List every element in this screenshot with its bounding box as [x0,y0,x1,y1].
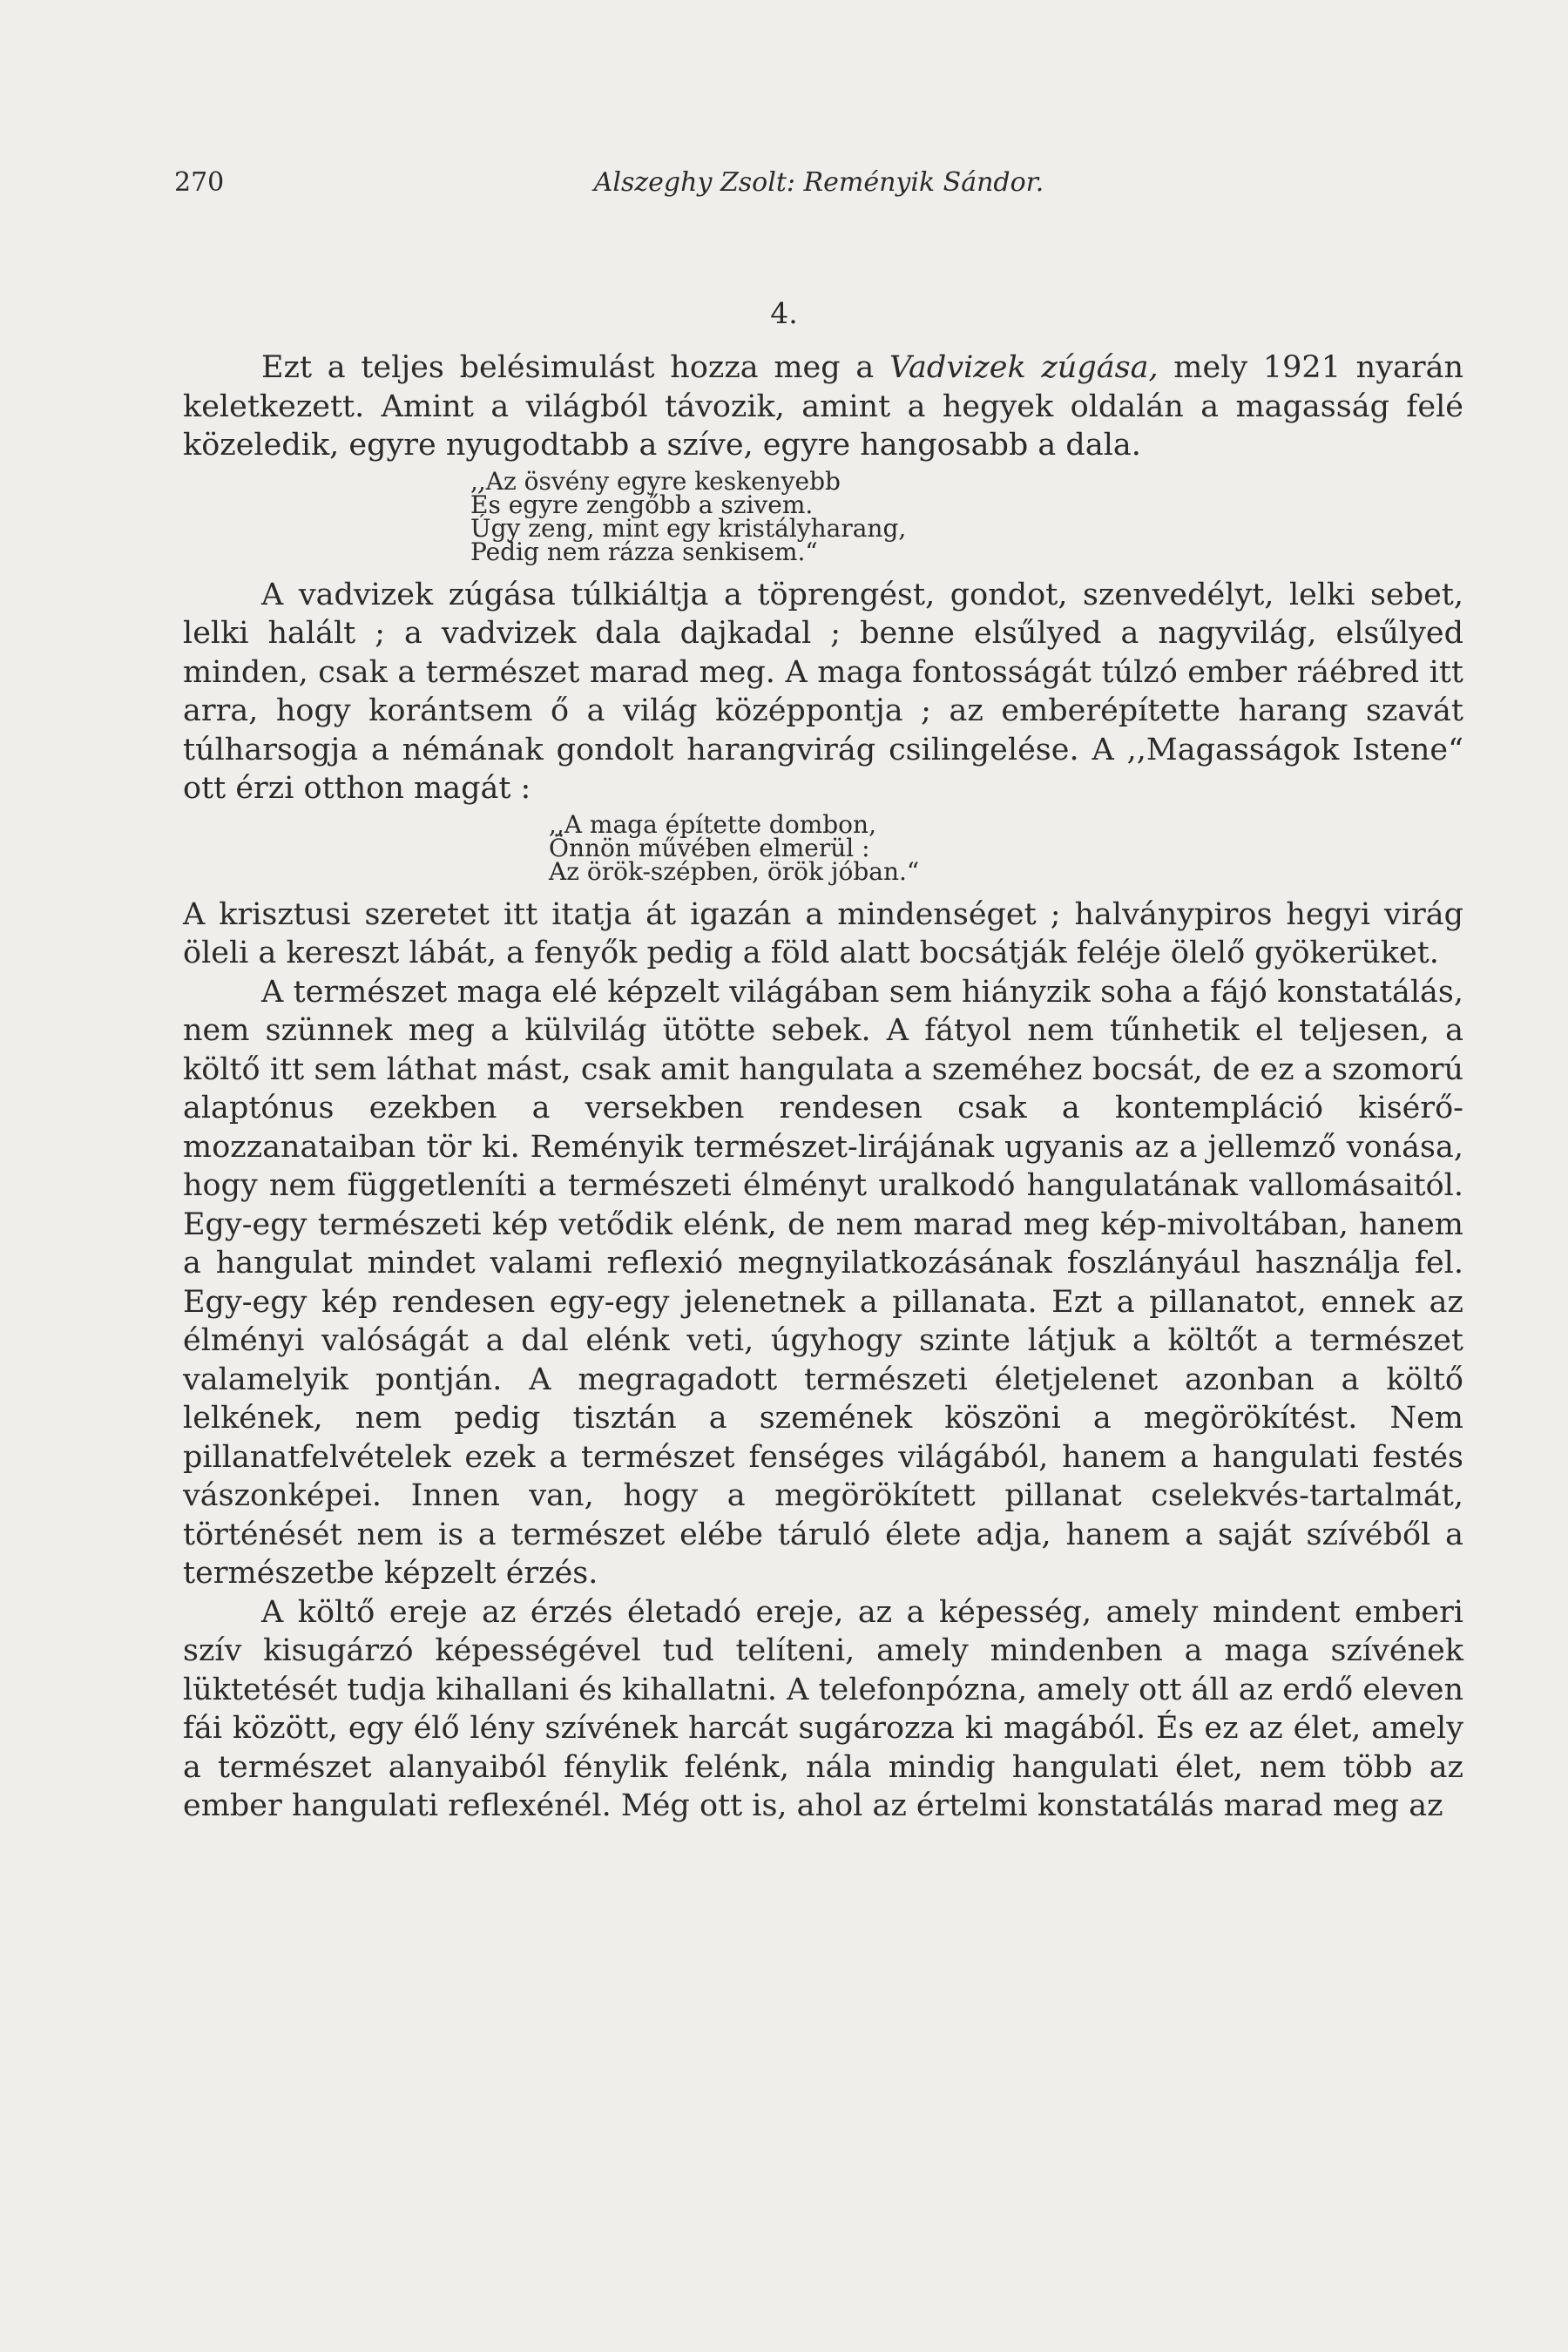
verse-line: Az örök-szépben, örök jóban.“ [549,856,920,886]
verse-quote-1 [183,466,1463,566]
verse-quote-2 [183,809,1463,886]
verse-line: Önnön művében elmerül : [549,833,870,862]
poem-title: Vadvizek zúgása, [889,350,1159,385]
section-number: 4. [770,296,798,330]
paragraph-1: Ezt a teljes belésimulást hozza meg a Vadvizek zúgása, mely 1921 nyarán keletkezett. Amint a világból távozik, amint a hegyek oldalán a magasság felé közeledik, egyre nyugodtabb a szíve, egyre hangosabb a dala. [183,350,1463,463]
paragraph-2: A vadvizek zúgása túlkiáltja a töprengést, gondot, szenvedélyt, lelki sebet, lelki halált ; a vadvizek dala dajkadal ; benne elsűlyed a nagyvilág, elsűlyed minden, csak a természet marad meg. A maga fontosságát túlzó ember ráébred itt arra, hogy korántsem ő a világ középpontja ; az emberépítette harang szavát túlharsogja a némának gondolt harangvirág csilingelése. A ,,Magasságok Istene“ ott érzi otthon magát : [183,577,1463,806]
verse-line: Úgy zeng, mint egy kristályharang, [470,513,907,543]
verse-line: ,,Az ösvény egyre keskenyebb [470,466,841,496]
paragraph-5: A költő ereje az érzés életadó ereje, az a képesség, amely mindent emberi szív kisugárzó képességével tud telíteni, amely mindenben a maga szívének lüktetését tudja kihallani és kihallatni. A telefonpózna, amely ott áll az erdő eleven fái között, egy élő lény szívének harcát sugározza ki magából. És ez az élet, amely a természet alanyaiból fénylik felénk, nála mindig hangulati élet, nem több az ember hangulati reflexénél. Még ott is, ahol az értelmi konstatálás marad meg az [183,1594,1463,1823]
paragraph-4: A természet maga elé képzelt világában sem hiányzik soha a fájó konstatálás, nem szünnek meg a külvilág ütötte sebek. A fátyol nem tűnhetik el teljesen, a költő itt sem láthat mást, csak amit hangulata a szeméhez bocsát, de ez a szomorú alaptónus ezekben a versekben rendesen csak a kontempláció kisérő-mozzanataiban tör ki. Reményik természet-lirájának ugyanis az a jellemző vonása, hogy nem függetleníti a természeti élményt uralkodó hangulatának vallomásaitól. Egy-egy természeti kép vetődik elénk, de nem marad meg kép-mivoltában, hanem a hangulat mindet valami reflexió megnyilatkozásának foszlányául használja fel. Egy-egy kép rendesen egy-egy jelenetnek a pillanata. Ezt a pillanatot, ennek az élményi valóságát a dal elénk veti, úgyhogy szinte látjuk a költőt a természet valamelyik pontján. A megragadott természeti életjelenet azonban a költő lelkének, nem pedig tisztán a szemének köszöni a megörökítést. Nem pillanatfelvételek ezek a természet fenséges világából, hanem a hangulati festés vászonképei. Innen van, hogy a megörökített pillanat cselekvés-tartalmát, történését nem is a természet elébe táruló élete adja, hanem a saját szívéből a természetbe képzelt érzés. [183,974,1463,1591]
verse-line: És egyre zengőbb a szivem. [470,490,814,519]
page-header [174,167,1463,211]
verse-line: Pedig nem rázza senkisem.“ [470,537,818,566]
verse-line: ,,A maga építette dombon, [549,809,876,839]
body-text [183,348,1463,1826]
page-number: 270 [174,167,225,198]
running-head: Alszeghy Zsolt: Reményik Sándor. [593,167,1044,198]
paragraph-3: A krisztusi szeretet itt itatja át igazán a mindenséget ; halványpiros hegyi virág öleli a kereszt lábát, a fenyők pedig a föld alatt bocsátják feléje ölelő gyökerüket. [183,896,1463,970]
